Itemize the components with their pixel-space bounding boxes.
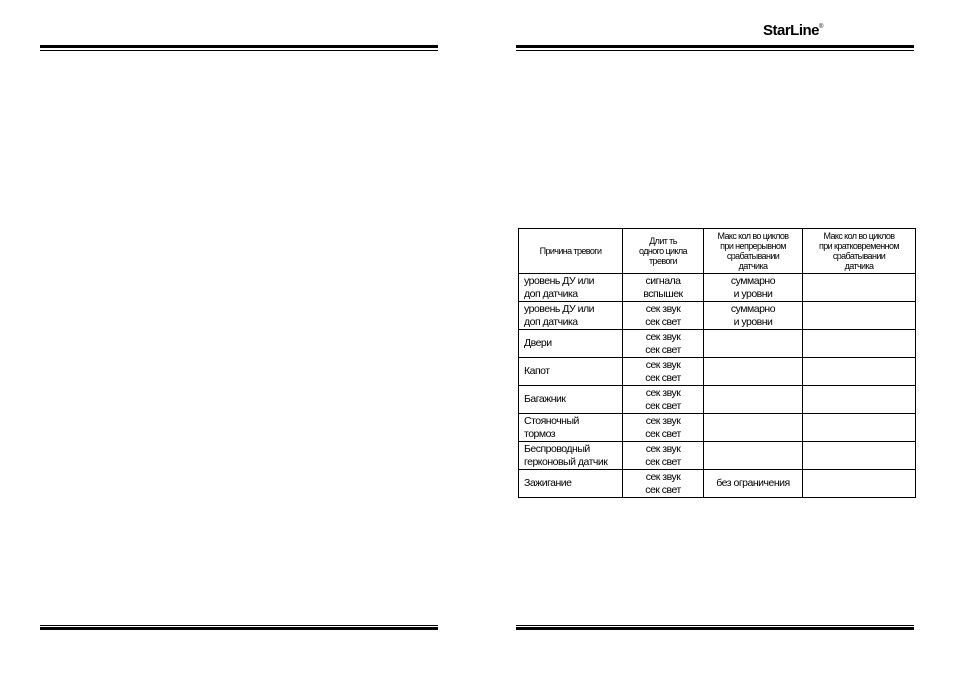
logo-text: StarLine xyxy=(763,22,820,39)
cell-max-short xyxy=(803,302,916,330)
cell-cause: уровень ДУ или доп датчика xyxy=(519,302,623,330)
cell-max-continuous xyxy=(704,442,803,470)
header-max-cycles-short: Макс кол во циклов при кратковременном срабатывании датчика xyxy=(803,229,916,274)
cell-duration: сек звук сек свет xyxy=(623,386,704,414)
cell-max-short xyxy=(803,358,916,386)
cell-max-short xyxy=(803,414,916,442)
cell-cause: Стояночный тормоз xyxy=(519,414,623,442)
top-right-divider xyxy=(516,45,914,48)
cell-max-continuous: суммарно и уровни xyxy=(704,274,803,302)
header-alarm-cause: Причина тревоги xyxy=(519,229,623,274)
cell-max-continuous: без ограничения xyxy=(704,470,803,498)
cell-cause: Двери xyxy=(519,330,623,358)
cell-cause: Капот xyxy=(519,358,623,386)
cell-max-continuous xyxy=(704,330,803,358)
top-left-divider xyxy=(40,45,438,48)
cell-duration: сек звук сек свет xyxy=(623,442,704,470)
cell-cause: уровень ДУ или доп датчика xyxy=(519,274,623,302)
cell-duration: сек звук сек свет xyxy=(623,302,704,330)
cell-duration: сек звук сек свет xyxy=(623,470,704,498)
table-row xyxy=(519,386,916,414)
cell-max-short xyxy=(803,330,916,358)
table-row xyxy=(519,414,916,442)
table-row xyxy=(519,358,916,386)
header-cycle-duration: Длит ть одного цикла тревоги xyxy=(623,229,704,274)
cell-max-short xyxy=(803,470,916,498)
registered-mark: ® xyxy=(819,24,823,30)
cell-duration: сек звук сек свет xyxy=(623,358,704,386)
starline-logo xyxy=(763,22,823,39)
cell-max-short xyxy=(803,386,916,414)
cell-max-short xyxy=(803,442,916,470)
table-row xyxy=(519,302,916,330)
cell-duration: сек звук сек свет xyxy=(623,414,704,442)
cell-duration: сек звук сек свет xyxy=(623,330,704,358)
cell-cause: Багажник xyxy=(519,386,623,414)
header-max-cycles-continuous: Макс кол во циклов при непрерывном срабатывании датчика xyxy=(704,229,803,274)
cell-max-continuous xyxy=(704,358,803,386)
alarm-cycles-table xyxy=(518,228,916,498)
table-row xyxy=(519,330,916,358)
cell-max-short xyxy=(803,274,916,302)
cell-cause: Беспроводный герконовый датчик xyxy=(519,442,623,470)
table-header-row xyxy=(519,229,916,274)
cell-cause: Зажигание xyxy=(519,470,623,498)
table-row xyxy=(519,470,916,498)
table-row xyxy=(519,442,916,470)
bottom-left-divider xyxy=(40,625,438,626)
cell-max-continuous xyxy=(704,386,803,414)
cell-duration: сигнала вспышек xyxy=(623,274,704,302)
cell-max-continuous xyxy=(704,414,803,442)
cell-max-continuous: суммарно и уровни xyxy=(704,302,803,330)
table-row xyxy=(519,274,916,302)
bottom-right-divider xyxy=(516,625,914,626)
